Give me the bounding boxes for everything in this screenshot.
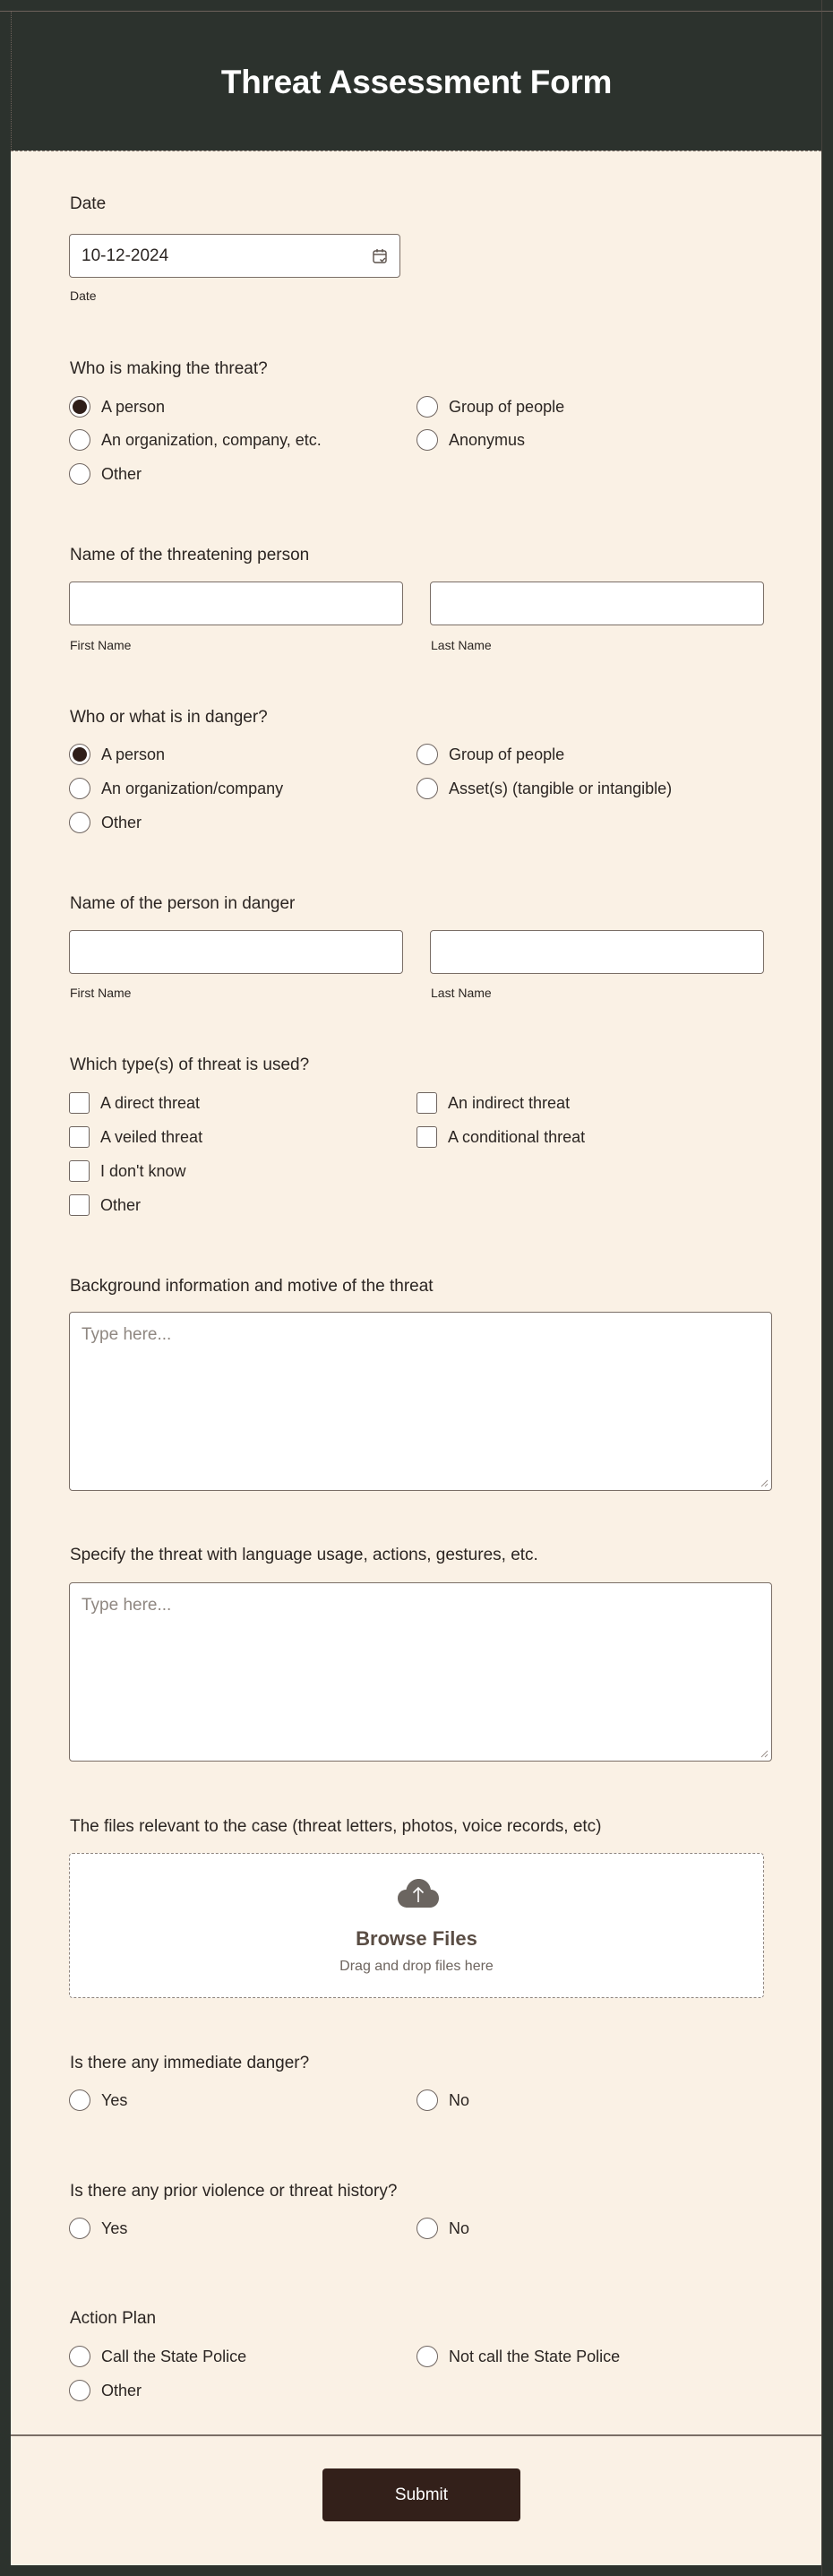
files-label: The files relevant to the case (threat letters, photos, voice records, etc) [70,1817,602,1836]
radio-who-threat-organization[interactable] [69,428,322,452]
background-placeholder: Type here... [82,1325,172,1344]
option-label: Yes [101,2090,128,2109]
background-label: Background information and motive of the threat [70,1277,434,1296]
form-panel [11,151,821,2565]
radio-not-call-state-police[interactable] [416,2345,620,2368]
browse-files-button[interactable]: Browse Files [356,1927,477,1950]
option-label: Other [101,464,142,483]
radio-prior-yes[interactable] [69,2217,127,2240]
option-label: An organization, company, etc. [101,430,322,449]
cloud-upload-icon [397,1878,440,1908]
radio-who-danger-other[interactable] [69,811,142,834]
radio-unchecked[interactable] [69,778,90,799]
option-label: A veiled threat [100,1127,203,1146]
option-label: Other [101,813,142,831]
date-value: 10-12-2024 [82,246,169,265]
checkbox[interactable] [69,1194,90,1216]
checkbox-veiled-threat[interactable] [69,1125,202,1149]
radio-unchecked[interactable] [416,429,438,451]
last-name-sublabel: Last Name [431,638,492,652]
option-label: A direct threat [100,1093,201,1112]
radio-who-threat-a-person[interactable] [69,395,165,418]
specify-placeholder: Type here... [82,1596,172,1615]
resize-grip-icon[interactable] [760,1749,769,1758]
option-label: No [449,2090,470,2109]
first-name-sublabel: First Name [70,638,132,652]
radio-unchecked[interactable] [69,2218,90,2239]
specify-label: Specify the threat with language usage, actions, gestures, etc. [70,1546,538,1564]
prior-violence-label: Is there any prior violence or threat history? [70,2182,398,2201]
radio-who-danger-a-person[interactable] [69,743,165,766]
option-label: Other [101,2381,142,2399]
radio-unchecked[interactable] [69,812,90,833]
resize-grip-icon[interactable] [760,1478,769,1487]
radio-call-state-police[interactable] [69,2345,246,2368]
danger-last-name-input[interactable] [430,930,764,974]
background-textarea[interactable] [69,1312,772,1491]
calendar-icon[interactable] [373,248,387,264]
radio-who-danger-group[interactable] [416,743,564,766]
radio-unchecked[interactable] [69,463,90,485]
radio-unchecked[interactable] [416,2218,438,2239]
radio-who-danger-organization[interactable] [69,777,283,800]
option-label: Call the State Police [101,2347,247,2365]
option-label: A person [101,745,166,763]
radio-immediate-no[interactable] [416,2089,469,2112]
threatening-name-label: Name of the threatening person [70,546,310,564]
radio-unchecked[interactable] [416,396,438,418]
right-border [821,0,822,2576]
option-label: I don't know [100,1161,186,1180]
checkbox[interactable] [69,1092,90,1114]
submit-button[interactable]: Submit [322,2468,520,2521]
immediate-danger-label: Is there any immediate danger? [70,2054,310,2072]
radio-who-threat-other[interactable] [69,462,142,486]
radio-unchecked[interactable] [416,2089,438,2111]
option-label: Not call the State Police [449,2347,621,2365]
radio-immediate-yes[interactable] [69,2089,127,2112]
radio-unchecked[interactable] [416,778,438,799]
checkbox-conditional-threat[interactable] [416,1125,585,1149]
threatening-first-name-input[interactable] [69,582,403,625]
radio-unchecked[interactable] [416,744,438,765]
date-label: Date [70,194,107,213]
radio-who-threat-group[interactable] [416,395,564,418]
action-plan-label: Action Plan [70,2309,157,2328]
danger-name-label: Name of the person in danger [70,894,296,913]
radio-who-danger-assets[interactable] [416,777,672,800]
footer-divider [11,2434,821,2436]
radio-unchecked[interactable] [69,2380,90,2401]
option-label: Group of people [449,397,565,416]
radio-unchecked[interactable] [69,429,90,451]
checkbox[interactable] [69,1126,90,1148]
radio-unchecked[interactable] [69,2346,90,2367]
radio-prior-no[interactable] [416,2217,469,2240]
checkbox[interactable] [69,1160,90,1182]
option-label: Asset(s) (tangible or intangible) [449,779,673,797]
date-input[interactable] [69,234,400,278]
radio-action-other[interactable] [69,2379,142,2402]
checkbox-indirect-threat[interactable] [416,1091,570,1115]
last-name-sublabel: Last Name [431,986,492,1000]
checkbox-direct-threat[interactable] [69,1091,200,1115]
date-sublabel: Date [70,289,97,303]
option-label: Anonymus [449,430,526,449]
first-name-sublabel: First Name [70,986,132,1000]
radio-checked[interactable] [69,396,90,418]
option-label: Yes [101,2218,128,2237]
option-label: A conditional threat [448,1127,586,1146]
radio-checked[interactable] [69,744,90,765]
who-danger-label: Who or what is in danger? [70,708,268,727]
form-header [11,12,821,151]
option-label: No [449,2218,470,2237]
radio-unchecked[interactable] [69,2089,90,2111]
option-label: An indirect threat [448,1093,571,1112]
specify-textarea[interactable] [69,1582,772,1762]
checkbox[interactable] [416,1092,437,1114]
file-upload-dropzone[interactable] [69,1853,764,1998]
danger-first-name-input[interactable] [69,930,403,974]
form-title: Threat Assessment Form [220,63,613,100]
radio-who-threat-anonymus[interactable] [416,428,525,452]
option-label: A person [101,397,166,416]
threatening-last-name-input[interactable] [430,582,764,625]
checkbox-other[interactable] [69,1193,141,1217]
option-label: Other [100,1195,142,1214]
option-label: Group of people [449,745,565,763]
checkbox-dont-know[interactable] [69,1159,186,1183]
threat-types-label: Which type(s) of threat is used? [70,1055,310,1074]
radio-unchecked[interactable] [416,2346,438,2367]
drag-drop-hint: Drag and drop files here [339,1959,494,1974]
checkbox[interactable] [416,1126,437,1148]
option-label: An organization/company [101,779,284,797]
who-threat-label: Who is making the threat? [70,359,268,378]
